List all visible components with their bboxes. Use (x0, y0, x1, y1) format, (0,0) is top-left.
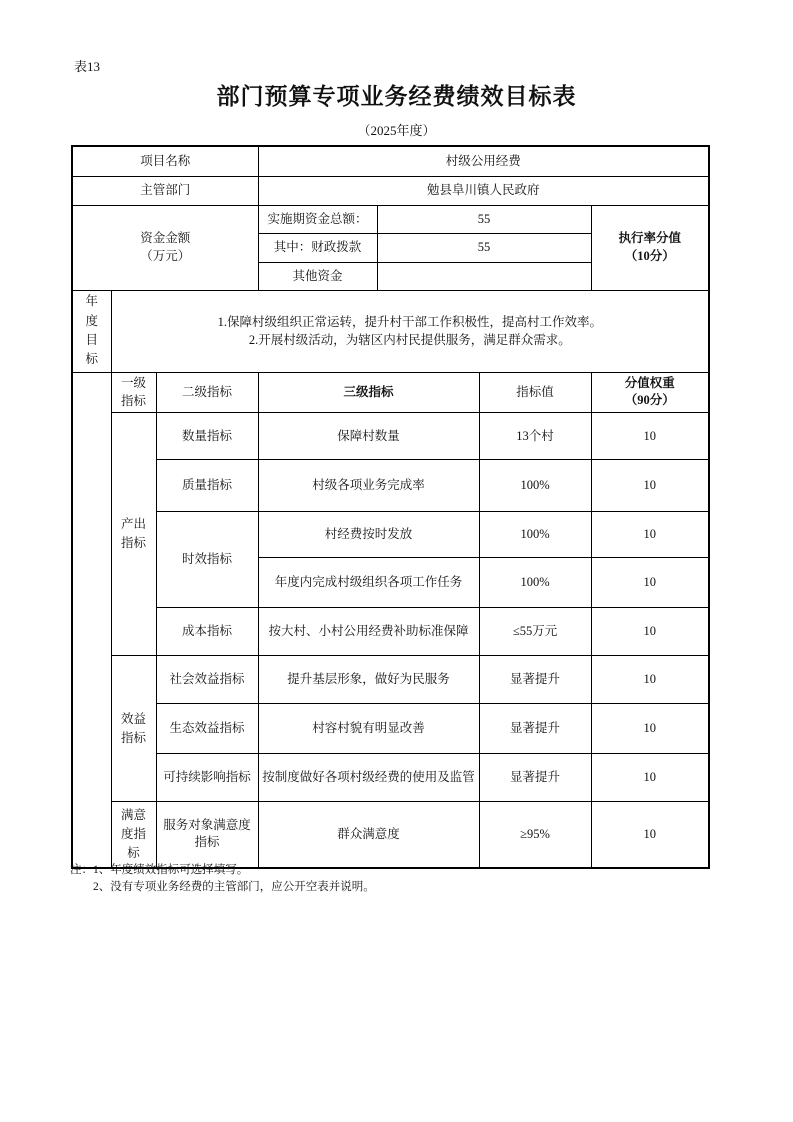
level3-cell: 年度内完成村级组织各项工作任务 (258, 558, 479, 608)
project-name-value: 村级公用经费 (258, 146, 709, 176)
level2-cell: 服务对象满意度指标 (156, 802, 258, 868)
level3-header: 三级指标 (258, 372, 479, 413)
weight-cell: 10 (591, 802, 709, 868)
execution-rate-cell (591, 205, 709, 290)
funding-fiscal-label: 其中：财政拨款 (258, 233, 377, 262)
weight-cell: 10 (591, 656, 709, 704)
weight-cell: 10 (591, 413, 709, 460)
indicator-row-sustainability (72, 754, 709, 802)
indicator-row-cost (72, 608, 709, 656)
value-cell: 100% (479, 460, 591, 512)
funding-fiscal-value: 55 (377, 233, 591, 262)
value-cell: ≥95% (479, 802, 591, 868)
annual-goal-line1: 1.保障村级组织正常运转，提升村干部工作积极性，提高村工作效率。 (217, 314, 602, 329)
page-title: 部门预算专项业务经费绩效目标表 (216, 83, 577, 109)
funding-total-value: 55 (377, 205, 591, 233)
department-value: 勉县阜川镇人民政府 (258, 176, 709, 205)
level3-cell: 按大村、小村公用经费补助标准保障 (258, 608, 479, 656)
group-benefit: 效益指标 (111, 656, 156, 802)
level2-cell: 成本指标 (156, 608, 258, 656)
group-satisfaction: 满意度指标 (111, 802, 156, 868)
weight-cell: 10 (591, 512, 709, 558)
indicator-row-quantity (72, 413, 709, 460)
level2-cell: 质量指标 (156, 460, 258, 512)
level2-cell: 生态效益指标 (156, 704, 258, 754)
footnote-2: 2、没有专项业务经费的主管部门，应公开空表并说明。 (93, 880, 375, 893)
weight-cell: 10 (591, 460, 709, 512)
execution-rate-line1: 执行率分值 (618, 231, 682, 245)
level2-header: 二级指标 (156, 372, 258, 413)
value-cell: 100% (479, 558, 591, 608)
indicator-row-quality (72, 460, 709, 512)
funding-label-line2: （万元） (140, 248, 191, 263)
indicator-header-row (72, 372, 709, 413)
weight-cell: 10 (591, 754, 709, 802)
weight-cell: 10 (591, 608, 709, 656)
level3-cell: 群众满意度 (258, 802, 479, 868)
funding-total-row (72, 205, 709, 233)
department-row (72, 176, 709, 205)
funding-label-line1: 资金金额 (140, 231, 191, 245)
department-label: 主管部门 (72, 176, 258, 205)
value-cell: 显著提升 (479, 754, 591, 802)
footnotes (70, 862, 375, 895)
value-cell: 显著提升 (479, 656, 591, 704)
annual-goal-row (72, 290, 709, 372)
project-name-label: 项目名称 (72, 146, 258, 176)
weight-header-line2: （90分） (624, 393, 675, 408)
funding-other-label: 其他资金 (258, 262, 377, 290)
weight-cell: 10 (591, 704, 709, 754)
level3-cell: 村经费按时发放 (258, 512, 479, 558)
level2-cell: 时效指标 (156, 512, 258, 608)
value-cell: 100% (479, 512, 591, 558)
group-output: 产出指标 (111, 413, 156, 656)
annual-goal-content (111, 290, 709, 372)
performance-target-table (71, 145, 710, 869)
indicator-row-satisfaction (72, 802, 709, 868)
indicator-row-social (72, 656, 709, 704)
level3-cell: 村级各项业务完成率 (258, 460, 479, 512)
level2-cell: 社会效益指标 (156, 656, 258, 704)
level2-cell: 可持续影响指标 (156, 754, 258, 802)
project-name-row (72, 146, 709, 176)
footnote-1: 注：1、年度绩效指标可选择填写。 (70, 864, 249, 876)
indicator-row-timeliness-1 (72, 512, 709, 558)
execution-rate-line2: （10分） (624, 248, 675, 263)
level1-header: 一级指标 (111, 372, 156, 413)
page-subtitle: （2025年度） (357, 123, 436, 138)
weight-header-line1: 分值权重 (624, 375, 675, 390)
level3-cell: 村容村貌有明显改善 (258, 704, 479, 754)
value-header: 指标值 (479, 372, 591, 413)
funding-total-label: 实施期资金总额： (258, 205, 377, 233)
funding-label (72, 205, 258, 290)
funding-other-value (377, 262, 591, 290)
indicator-left-spacer (72, 372, 111, 868)
weight-cell: 10 (591, 558, 709, 608)
value-cell: ≤55万元 (479, 608, 591, 656)
indicator-row-ecological (72, 704, 709, 754)
level2-cell: 数量指标 (156, 413, 258, 460)
value-cell: 13个村 (479, 413, 591, 460)
annual-goal-line2: 2.开展村级活动，为辖区内村民提供服务，满足群众需求。 (248, 333, 571, 347)
weight-header (591, 372, 709, 413)
level3-cell: 按制度做好各项村级经费的使用及监管 (258, 754, 479, 802)
level3-cell: 保障村数量 (258, 413, 479, 460)
table-number-label: 表13 (74, 59, 101, 74)
annual-goal-label: 年度目标 (72, 290, 111, 372)
level3-cell: 提升基层形象，做好为民服务 (258, 656, 479, 704)
value-cell: 显著提升 (479, 704, 591, 754)
